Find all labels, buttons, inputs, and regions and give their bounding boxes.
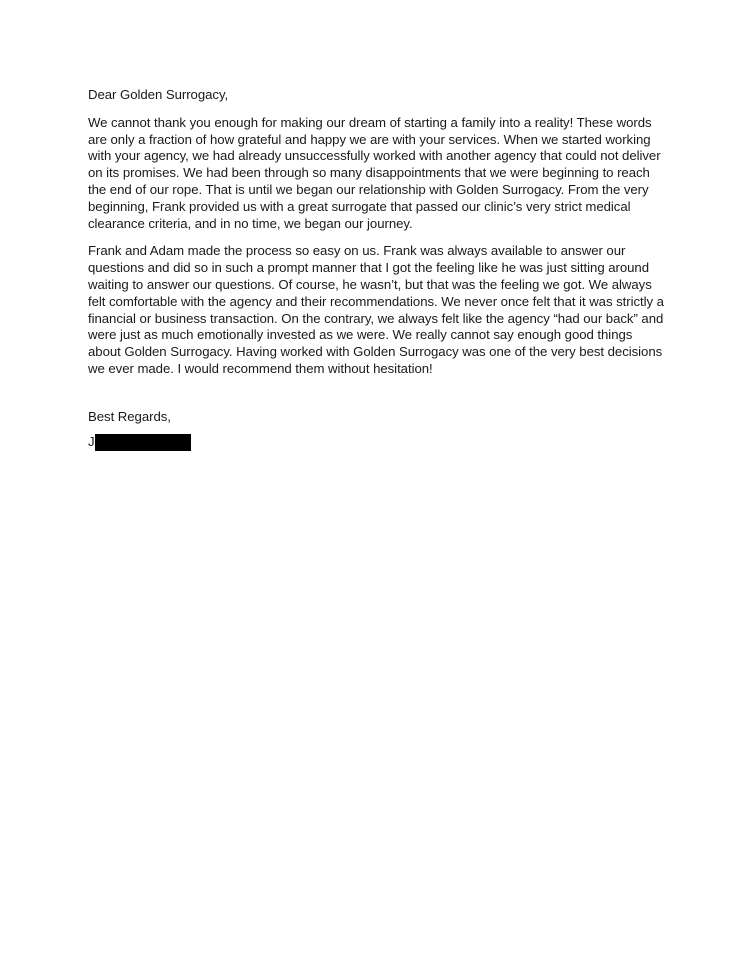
letter-closing: Best Regards,	[88, 408, 171, 424]
redaction-bar	[95, 434, 191, 451]
signature-initial: J	[88, 434, 95, 450]
letter-salutation: Dear Golden Surrogacy,	[88, 87, 229, 102]
letter-body	[88, 87, 666, 452]
letter-paragraph-1: We cannot thank you enough for making our dream of starting a family into a reality! These words are only a fraction of how grateful and happy we are with your services. When we started working with your agency, we had already unsuccessfully worked with another agency that could not deliver on its promises. We had been through so many disappointments that we were beginning to reach the end of our rope. That is until we began our relationship with Golden Surrogacy. From the very beginning, Frank provided us with a great surrogate that passed our clinic’s very strict medical clearance criteria, and in no time, we began our journey.	[88, 114, 661, 231]
signature	[88, 434, 666, 452]
letter-paragraph-2: Frank and Adam made the process so easy on us. Frank was always available to answer our questions and did so in such a prompt manner that I got the feeling like he was just sitting around waiting to answer our questions. Of course, he wasn’t, but that was the feeling we got. We always felt comfortable with the agency and their recommendations. We never once felt that it was strictly a financial or business transaction. On the contrary, we always felt like the agency “had our back” and were just as much emotionally invested as we were. We really cannot say enough good things about Golden Surrogacy. Having worked with Golden Surrogacy was one of the very best decisions we ever made. I would recommend them without hesitation!	[88, 243, 664, 376]
